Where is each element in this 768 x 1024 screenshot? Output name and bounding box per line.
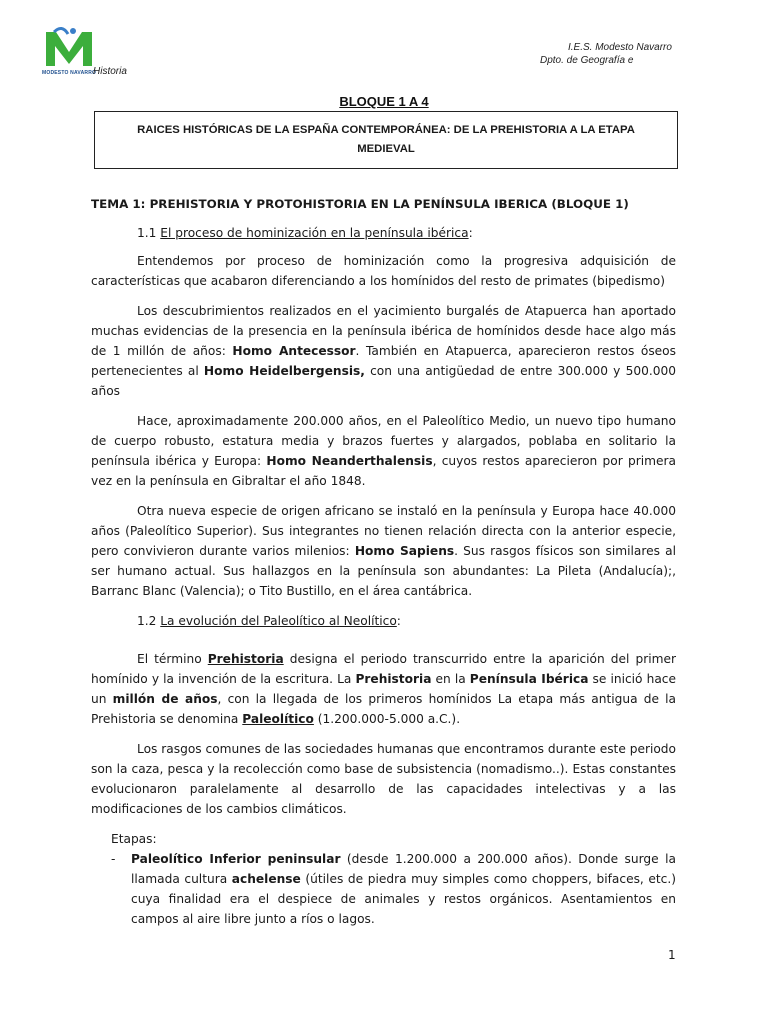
text-run: (1.200.000-5.000 a.C.). — [313, 712, 461, 726]
bold-term: Homo Neanderthalensis — [266, 454, 433, 468]
section-number: 1.1 — [137, 226, 161, 240]
block-title: BLOQUE 1 A 4 — [339, 94, 429, 109]
paragraph-atapuerca — [91, 301, 676, 401]
section-1-2-heading — [137, 611, 676, 631]
text-run: (útiles de piedra muy simples como choppers, bifaces, etc.) cuya finalidad era el despiece de animales y restos orgánicos. Asentamientos en campos al aire libre junto a ríos o lagos. — [131, 872, 677, 926]
text-run: . También en Atapuerca, aparecieron restos óseos pertenecientes al — [91, 344, 676, 378]
bold-term: Prehistoria — [355, 672, 432, 686]
etapas-label: Etapas: — [111, 832, 157, 846]
text-run: Los descubrimientos realizados en el yacimiento burgalés de Atapuerca han aportado muchas evidencias de la presencia en la península ibérica de homínidos desde hace algo más de 1 millón de años: — [91, 304, 676, 358]
department-name: Dpto. de Geografía e — [540, 55, 634, 66]
section-title: El proceso de hominización en la península ibérica — [160, 226, 469, 240]
tema-heading: TEMA 1: PREHISTORIA Y PROTOHISTORIA EN LA PENÍNSULA IBERICA (BLOQUE 1) — [91, 197, 629, 211]
paragraph-prehistoria — [91, 649, 676, 729]
bold-underlined-term: Paleolítico — [242, 712, 314, 726]
text-run: , con la llegada de los primeros homínidos La etapa más antigua de la Prehistoria se denomina — [91, 692, 677, 726]
page-number: 1 — [668, 948, 676, 962]
text-run: El término — [137, 652, 208, 666]
bold-term: achelense — [231, 872, 301, 886]
school-logo — [40, 26, 98, 82]
paragraph-sapiens — [91, 501, 676, 601]
text-run: . Sus rasgos físicos son similares al ser humano actual. Sus hallazgos en la península son abundantes: La Pileta (Andalucía);, Barranc Blanc (Valencia); o Tito Bustillo, en el área cantábrica. — [91, 544, 676, 598]
bold-term: Península Ibérica — [469, 672, 589, 686]
paragraph-rasgos: Los rasgos comunes de las sociedades humanas que encontramos durante este periodo son la caza, pesca y la recolección como base de subsistencia (nomadismo..). Estas constantes evolucionaron paralelamente al desarrollo de las capacidades intelectivas y a las modificaciones de los cambios climáticos. — [91, 742, 676, 816]
logo-text: MODESTO NAVARRO — [42, 70, 97, 76]
bold-term: Homo Antecessor — [232, 344, 356, 358]
section-title: La evolución del Paleolítico al Neolítico — [160, 614, 397, 628]
section-1-1-heading — [137, 223, 676, 243]
school-name: I.E.S. Modesto Navarro — [568, 42, 672, 53]
text-run: , cuyos restos aparecieron por primera vez en la península en Gibraltar el año 1848. — [91, 454, 676, 488]
document-body — [91, 194, 676, 929]
list-item — [111, 849, 676, 929]
section-colon: : — [468, 226, 473, 240]
bold-term: Paleolítico Inferior peninsular — [131, 852, 341, 866]
bold-term: Homo Sapiens — [354, 544, 455, 558]
text-run: Hace, aproximadamente 200.000 años, en el Paleolítico Medio, un nuevo tipo humano de cuerpo robusto, estatura media y brazos fuertes y alargados, poblaba en solitario la península ibérica y Europa: — [91, 414, 676, 468]
bold-term: Homo Heidelbergensis, — [203, 364, 365, 378]
text-run: Otra nueva especie de origen africano se instaló en la península y Europa hace 40.000 años (Paleolítico Superior). Sus integrantes no tienen relación directa con la anterior especie, pero convivieron durante varios milenios: — [91, 504, 676, 558]
bold-underlined-term: Prehistoria — [207, 652, 284, 666]
text-run: con una antigüedad de entre 300.000 y 500.000 años — [91, 364, 676, 398]
text-run: en la — [431, 672, 470, 686]
text-run: se inició hace un — [91, 672, 676, 706]
header-fragment: Historia — [93, 66, 127, 77]
text-run: designa el periodo transcurrido entre la aparición del primer homínido y la invención de la escritura. La — [91, 652, 676, 686]
paragraph-hominizacion: Entendemos por proceso de hominización como la progresiva adquisición de características que acabaron diferenciando a los homínidos del resto de primates (bipedismo) — [91, 254, 676, 288]
text-run: (desde 1.200.000 a 200.000 años). Donde surge la llamada cultura — [131, 852, 676, 886]
section-number: 1.2 — [137, 614, 161, 628]
paragraph-neanderthal — [91, 411, 676, 491]
section-colon: : — [396, 614, 401, 628]
list-dash: - — [111, 852, 116, 866]
bold-term: millón de años — [112, 692, 218, 706]
boxed-title: RAICES HISTÓRICAS DE LA ESPAÑA CONTEMPORÁNEA: DE LA PREHISTORIA A LA ETAPA MEDIEVAL — [94, 111, 678, 169]
